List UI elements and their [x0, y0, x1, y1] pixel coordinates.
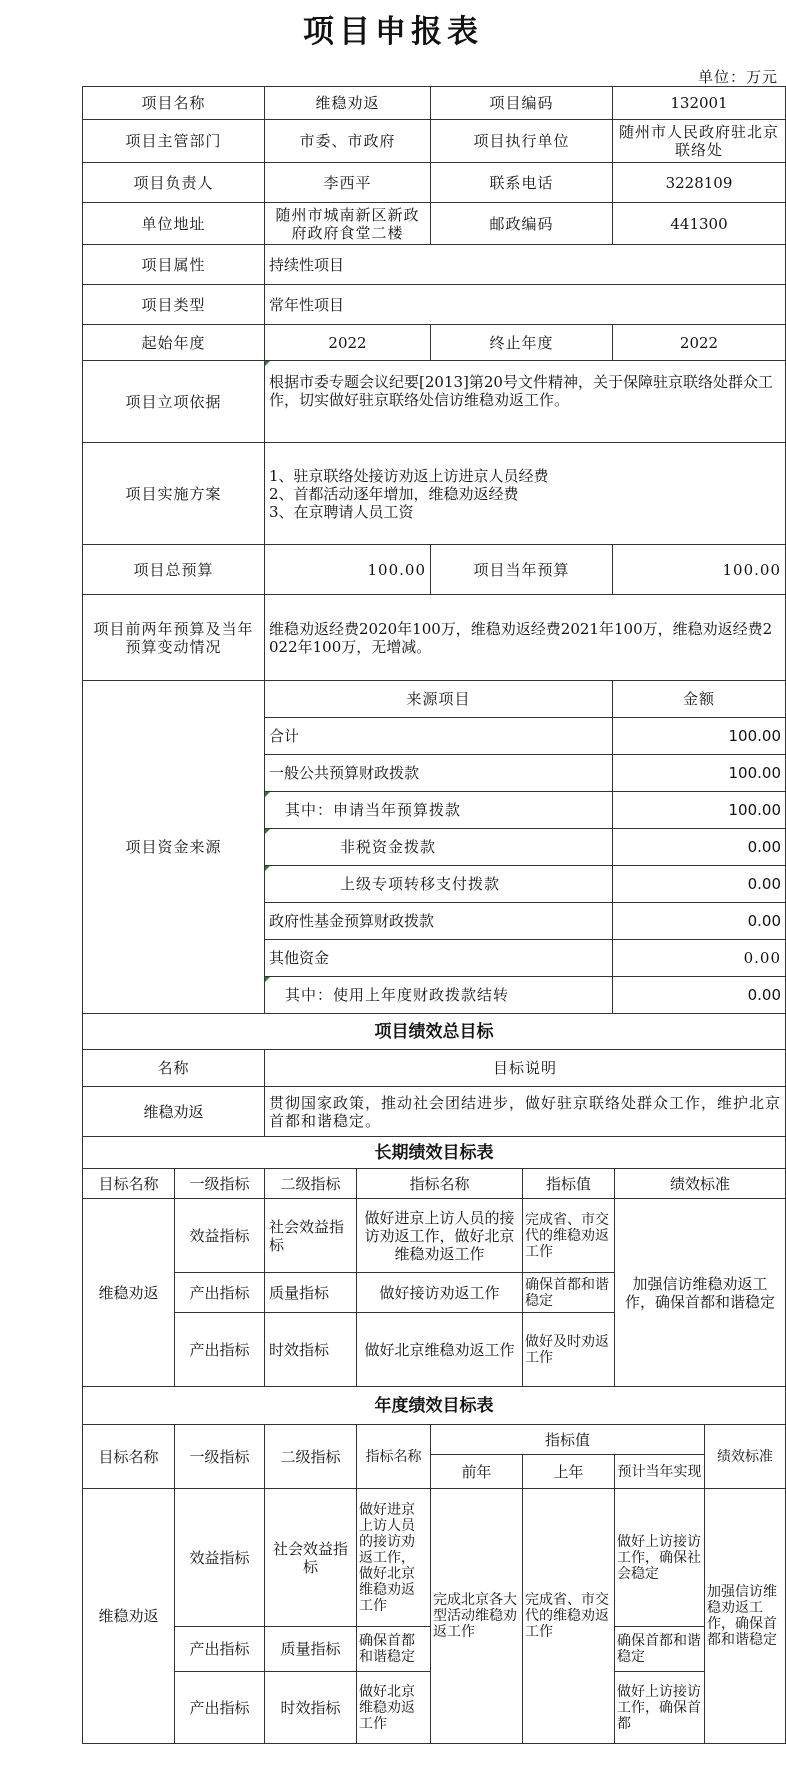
funding-row-name: 非税资金拨款: [265, 829, 613, 866]
annual-standard: 加强信访维稳劝返工作，确保首都和谐稳定: [705, 1489, 786, 1744]
annual-name: 确保首都和谐稳定: [357, 1627, 431, 1672]
annual-header-standard: 绩效标准: [705, 1425, 786, 1489]
change-value: 维稳劝返经费2020年100万，维稳劝返经费2021年100万，维稳劝返经费2022年100万，无增减。: [265, 595, 786, 681]
funding-col-source: 来源项目: [265, 681, 613, 718]
annual-header-target: 目标名称: [83, 1425, 175, 1489]
project-code: 132001: [613, 87, 786, 120]
funding-row-name: 其他资金: [265, 940, 613, 977]
end-value: 2022: [613, 325, 786, 361]
overall-col-name: 名称: [83, 1050, 265, 1087]
type-label: 项目类型: [83, 285, 265, 325]
project-info-table: [82, 86, 786, 1137]
longterm-heading: 长期绩效目标表: [83, 1137, 786, 1169]
plan-label: 项目实施方案: [83, 443, 265, 545]
dept-label: 项目主管部门: [83, 120, 265, 163]
plan-line: 1、驻京联络处接访劝返上访进京人员经费: [269, 466, 549, 485]
longterm-l1: 产出指标: [175, 1273, 265, 1313]
longterm-header: 二级指标: [265, 1169, 357, 1199]
longterm-l2: 社会效益指标: [265, 1199, 357, 1273]
overall-name: 维稳劝返: [83, 1087, 265, 1137]
annual-l2: 社会效益指标: [265, 1489, 357, 1627]
attr-value: 持续性项目: [265, 245, 786, 285]
name-label: 项目名称: [83, 87, 265, 120]
annual-name: 做好进京上访人员的接访劝返工作，做好北京维稳劝返工作: [357, 1489, 431, 1627]
longterm-name: 做好北京维稳劝返工作: [357, 1313, 523, 1387]
zip-label: 邮政编码: [431, 203, 613, 245]
page-title: 项目申报表: [303, 14, 483, 50]
funding-row-amount: 0.00: [613, 866, 786, 903]
dept-value: 市委、市政府: [265, 120, 431, 163]
exec-label: 项目执行单位: [431, 120, 613, 163]
code-label: 项目编码: [431, 87, 613, 120]
annual-l2: 质量指标: [265, 1627, 357, 1672]
funding-row-amount: 0.00: [613, 977, 786, 1014]
funding-row-name: 合计: [265, 718, 613, 755]
annual-prev2: 完成北京各大型活动维稳劝返工作: [431, 1489, 523, 1744]
annual-header-name: 指标名称: [357, 1425, 431, 1489]
funding-row-amount: 0.00: [613, 903, 786, 940]
total-value: 100.00: [265, 545, 431, 595]
annual-expected: 做好上访接访工作，确保社会稳定: [615, 1489, 705, 1627]
start-label: 起始年度: [83, 325, 265, 361]
funding-label: 项目资金来源: [83, 681, 265, 1014]
longterm-header: 指标名称: [357, 1169, 523, 1199]
annual-header-prev2: 前年: [431, 1455, 523, 1489]
addr-value: 随州市城南新区新政府政府食堂二楼: [265, 203, 431, 245]
annual-l1: 产出指标: [175, 1627, 265, 1672]
longterm-header: 目标名称: [83, 1169, 175, 1199]
funding-row-amount: 0.00: [613, 940, 786, 977]
end-label: 终止年度: [431, 325, 613, 361]
project-name: 维稳劝返: [265, 87, 431, 120]
annual-header-value: 指标值: [431, 1425, 705, 1455]
annual-l2: 时效指标: [265, 1672, 357, 1744]
plan-value: [265, 443, 786, 545]
annual-target: 维稳劝返: [83, 1489, 175, 1744]
annual-expected: 确保首都和谐稳定: [615, 1627, 705, 1672]
change-label: 项目前两年预算及当年预算变动情况: [83, 595, 265, 681]
application-form: [82, 86, 785, 1744]
funding-row-amount: 100.00: [613, 792, 786, 829]
attr-label: 项目属性: [83, 245, 265, 285]
longterm-l2: 时效指标: [265, 1313, 357, 1387]
start-value: 2022: [265, 325, 431, 361]
plan-line: 2、首都活动逐年增加，维稳劝返经费: [269, 484, 519, 503]
total-label: 项目总预算: [83, 545, 265, 595]
current-value: 100.00: [613, 545, 786, 595]
funding-row-name: 一般公共预算财政拨款: [265, 755, 613, 792]
longterm-value: 做好及时劝返工作: [523, 1313, 615, 1387]
annual-header-prev1: 上年: [523, 1455, 615, 1489]
funding-row-amount: 100.00: [613, 755, 786, 792]
longterm-l1: 效益指标: [175, 1199, 265, 1273]
annual-l1: 产出指标: [175, 1672, 265, 1744]
funding-row-amount: 100.00: [613, 718, 786, 755]
phone-value: 3228109: [613, 163, 786, 203]
addr-label: 单位地址: [83, 203, 265, 245]
plan-line: 3、在京聘请人员工资: [269, 502, 414, 521]
person-value: 李西平: [265, 163, 431, 203]
current-label: 项目当年预算: [431, 545, 613, 595]
overall-heading: 项目绩效总目标: [83, 1014, 786, 1050]
longterm-l1: 产出指标: [175, 1313, 265, 1387]
annual-l1: 效益指标: [175, 1489, 265, 1627]
longterm-target: 维稳劝返: [83, 1199, 175, 1387]
annual-name: 做好北京维稳劝返工作: [357, 1672, 431, 1744]
basis-value: 根据市委专题会议纪要[2013]第20号文件精神，关于保障驻京联络处群众工作，切实做好驻京联络处信访维稳劝返工作。: [265, 361, 786, 443]
annual-prev1: 完成省、市交代的维稳劝返工作: [523, 1489, 615, 1744]
longterm-table: [82, 1136, 786, 1387]
funding-row-name: 其中：申请当年预算拨款: [265, 792, 613, 829]
longterm-name: 做好接访劝返工作: [357, 1273, 523, 1313]
longterm-name: 做好进京上访人员的接访劝返工作，做好北京维稳劝返工作: [357, 1199, 523, 1273]
funding-row-name: 其中：使用上年度财政拨款结转: [265, 977, 613, 1014]
overall-col-desc: 目标说明: [265, 1050, 786, 1087]
zip-value: 441300: [613, 203, 786, 245]
longterm-l2: 质量指标: [265, 1273, 357, 1313]
longterm-standard: 加强信访维稳劝返工作，确保首都和谐稳定: [615, 1199, 786, 1387]
longterm-header: 一级指标: [175, 1169, 265, 1199]
overall-desc: 贯彻国家政策，推动社会团结进步，做好驻京联络处群众工作，维护北京首都和谐稳定。: [265, 1087, 786, 1137]
longterm-value: 确保首都和谐稳定: [523, 1273, 615, 1313]
phone-label: 联系电话: [431, 163, 613, 203]
annual-header-l1: 一级指标: [175, 1425, 265, 1489]
funding-col-amount: 金额: [613, 681, 786, 718]
annual-expected: 做好上访接访工作，确保首都: [615, 1672, 705, 1744]
type-value: 常年性项目: [265, 285, 786, 325]
unit-label: 单位：万元: [697, 68, 778, 86]
longterm-header: 绩效标准: [615, 1169, 786, 1199]
longterm-value: 完成省、市交代的维稳劝返工作: [523, 1199, 615, 1273]
exec-value: 随州市人民政府驻北京联络处: [613, 120, 786, 163]
funding-row-name: 上级专项转移支付拨款: [265, 866, 613, 903]
annual-header-l2: 二级指标: [265, 1425, 357, 1489]
longterm-header: 指标值: [523, 1169, 615, 1199]
funding-row-amount: 0.00: [613, 829, 786, 866]
annual-heading: 年度绩效目标表: [83, 1387, 786, 1425]
person-label: 项目负责人: [83, 163, 265, 203]
basis-label: 项目立项依据: [83, 361, 265, 443]
annual-table: [82, 1386, 786, 1744]
annual-header-expected: 预计当年实现: [615, 1455, 705, 1489]
funding-row-name: 政府性基金预算财政拨款: [265, 903, 613, 940]
